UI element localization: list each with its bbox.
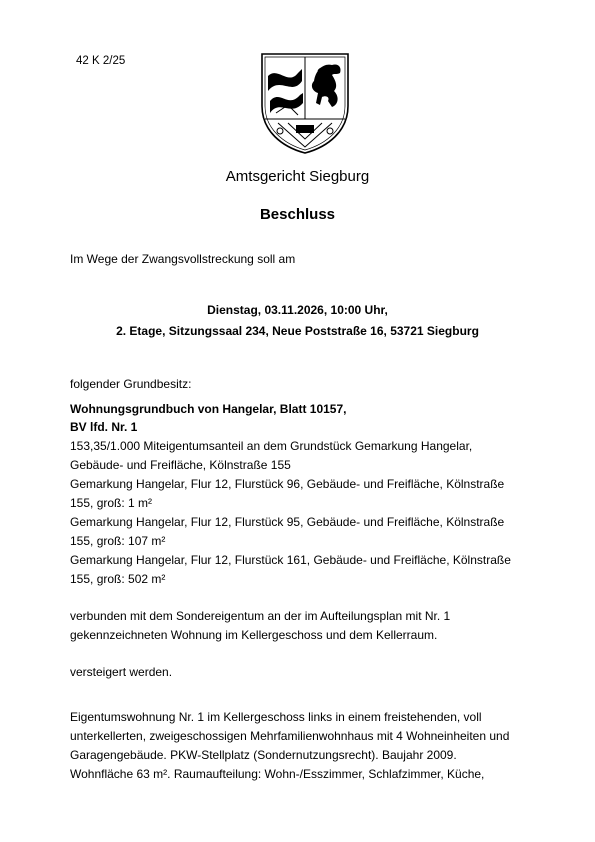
property-line: Gemarkung Hangelar, Flur 12, Flurstück 95, Gebäude- und Freifläche, Kölnstraße [70,515,505,529]
property-line: 155, groß: 502 m² [70,572,166,586]
court-name: Amtsgericht Siegburg [225,168,370,185]
appointment-location: 2. Etage, Sitzungssaal 234, Neue Poststraße 16, 53721 Siegburg [116,324,479,338]
file-number: 42 K 2/25 [76,55,126,67]
description-line: Wohnfläche 63 m². Raumaufteilung: Wohn-/Esszimmer, Schlafzimmer, Küche, [70,767,485,781]
intro-text: Im Wege der Zwangsvollstreckung soll am [70,252,296,266]
description-line: Eigentumswohnung Nr. 1 im Kellergeschoss links in einem freistehenden, voll [70,710,482,724]
property-line: 155, groß: 107 m² [70,534,166,548]
property-line: Gemarkung Hangelar, Flur 12, Flurstück 96, Gebäude- und Freifläche, Kölnstraße [70,477,505,491]
coat-of-arms-seal [258,51,352,156]
document-title: Beschluss [259,206,336,223]
property-intro: folgender Grundbesitz: [70,377,192,391]
property-line: 153,35/1.000 Miteigentumsanteil an dem Grundstück Gemarkung Hangelar, [70,439,473,453]
auction-text: versteigert werden. [70,665,173,679]
property-line: 155, groß: 1 m² [70,496,153,510]
appointment-date: Dienstag, 03.11.2026, 10:00 Uhr, [207,303,388,317]
register-bv: BV lfd. Nr. 1 [70,420,138,434]
description-line: Garagengebäude. PKW-Stellplatz (Sondernutzungsrecht). Baujahr 2009. [70,748,457,762]
description-line: unterkellerten, zweigeschossigen Mehrfamilienwohnhaus mit 4 Wohneinheiten und [70,729,510,743]
property-line: Gemarkung Hangelar, Flur 12, Flurstück 161, Gebäude- und Freifläche, Kölnstraße [70,553,511,567]
special-ownership-line: verbunden mit dem Sondereigentum an der im Aufteilungsplan mit Nr. 1 [70,609,451,623]
special-ownership-line: gekennzeichneten Wohnung im Kellergeschoss und dem Kellerraum. [70,628,438,642]
property-line: Gebäude- und Freifläche, Kölnstraße 155 [70,458,291,472]
register-title: Wohnungsgrundbuch von Hangelar, Blatt 10157, [70,402,347,416]
